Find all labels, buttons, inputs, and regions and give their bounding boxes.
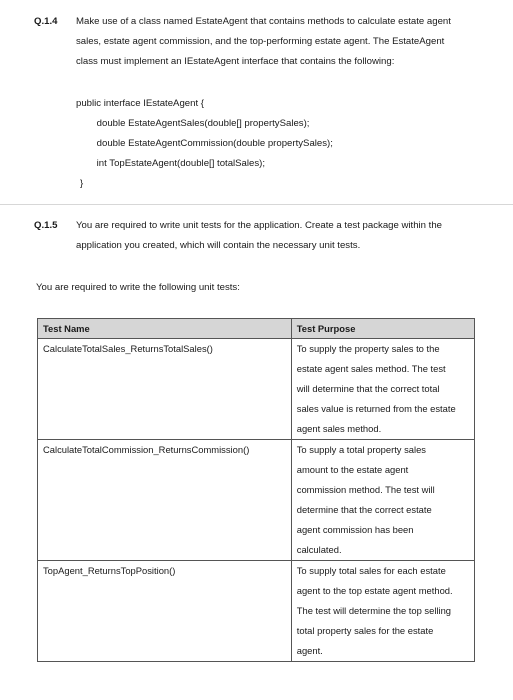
purpose-line: total property sales for the estate	[296, 625, 434, 636]
purpose-line: To supply the property sales to the	[296, 343, 440, 354]
question-line: Make use of a class named EstateAgent that contains methods to calculate estate agent	[76, 16, 451, 27]
question-line: sales, estate agent commission, and the top-performing estate agent. The EstateAgent	[76, 36, 445, 47]
header-test-name: Test Name	[38, 319, 292, 339]
test-purpose-cell	[291, 440, 474, 561]
test-name-cell: CalculateTotalSales_ReturnsTotalSales()	[38, 339, 292, 440]
code-line: }	[80, 178, 84, 189]
purpose-line: agent commission has been	[296, 524, 414, 535]
section-divider	[0, 204, 513, 205]
question-text	[76, 216, 496, 256]
test-purpose-cell	[291, 561, 474, 662]
test-purpose-cell	[291, 339, 474, 440]
test-name-cell: TopAgent_ReturnsTopPosition()	[38, 561, 292, 662]
intro-text: You are required to write the following unit tests:	[36, 282, 240, 293]
question-number: Q.1.5	[34, 220, 58, 231]
question-line: class must implement an IEstateAgent interface that contains the following:	[76, 56, 395, 67]
question-line: application you created, which will contain the necessary unit tests.	[76, 240, 361, 251]
purpose-line: sales value is returned from the estate	[296, 403, 456, 414]
table-row	[38, 561, 475, 662]
purpose-line: commission method. The test will	[296, 484, 435, 495]
purpose-line: The test will determine the top selling	[296, 605, 451, 616]
purpose-line: will determine that the correct total	[296, 383, 440, 394]
code-line: public interface IEstateAgent {	[76, 98, 204, 109]
table-row	[38, 440, 475, 561]
purpose-line: estate agent sales method. The test	[296, 363, 446, 374]
code-line: double EstateAgentSales(double[] propertySales);	[86, 118, 310, 129]
purpose-line: determine that the correct estate	[296, 504, 432, 515]
question-number: Q.1.4	[34, 16, 58, 27]
purpose-line: agent to the top estate agent method.	[296, 585, 453, 596]
header-test-purpose: Test Purpose	[291, 319, 474, 339]
test-name-cell: CalculateTotalCommission_ReturnsCommission()	[38, 440, 292, 561]
question-text	[76, 12, 496, 72]
purpose-line: calculated.	[296, 544, 342, 555]
purpose-line: agent.	[296, 645, 323, 656]
table-header-row	[38, 319, 475, 339]
unit-tests-table	[37, 318, 475, 662]
purpose-line: amount to the estate agent	[296, 464, 409, 475]
purpose-line: agent sales method.	[296, 423, 382, 434]
purpose-line: To supply total sales for each estate	[296, 565, 446, 576]
code-line: double EstateAgentCommission(double propertySales);	[86, 138, 333, 149]
interface-code-block	[76, 94, 333, 194]
purpose-line: To supply a total property sales	[296, 444, 426, 455]
table-row	[38, 339, 475, 440]
code-line: int TopEstateAgent(double[] totalSales);	[86, 158, 266, 169]
question-line: You are required to write unit tests for the application. Create a test package within the	[76, 220, 443, 231]
